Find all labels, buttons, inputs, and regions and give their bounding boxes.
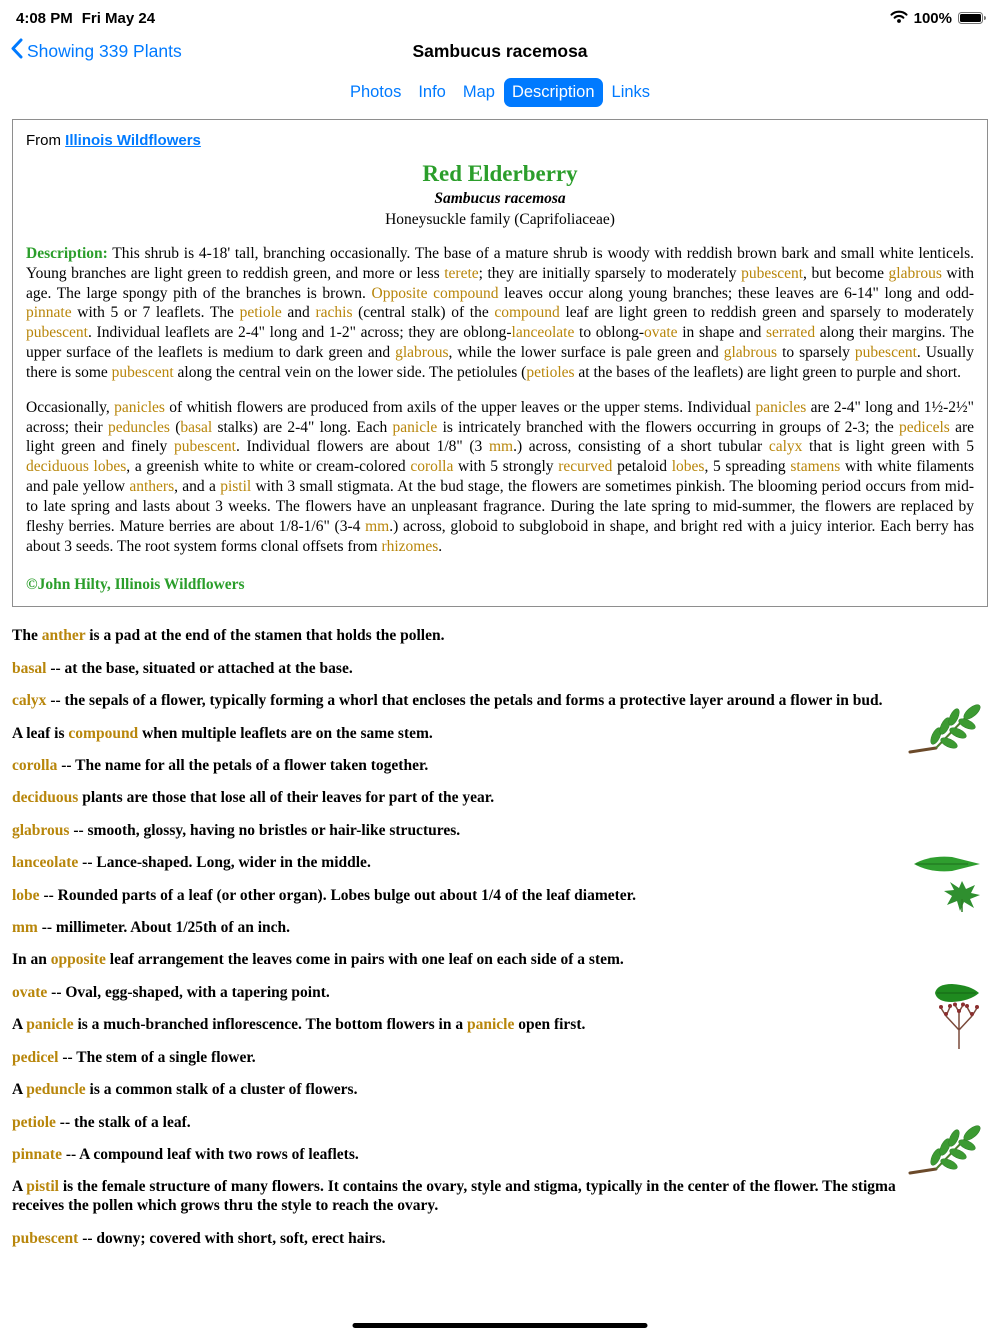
- text-run: when multiple leaflets are on the same stem.: [138, 724, 433, 742]
- text-run: In an: [12, 951, 51, 969]
- glossary-entry-text: [12, 789, 912, 808]
- glossary-term-link[interactable]: ovate: [12, 983, 48, 1001]
- glossary-entry: [12, 951, 988, 970]
- glossary-term-link[interactable]: pinnate: [12, 1145, 62, 1163]
- text-run: open first.: [514, 1016, 586, 1034]
- text-run: that is light green with 5: [802, 438, 974, 456]
- glossary-entry: [12, 1049, 988, 1068]
- text-run: is a much-branched inflorescence. The bottom flowers in a: [73, 1016, 467, 1034]
- back-label: Showing 339 Plants: [27, 40, 182, 61]
- description-label: Description:: [26, 245, 108, 262]
- glossary-entry-text: [12, 822, 912, 841]
- glossary-entry: [12, 1146, 988, 1165]
- glossary-term-link[interactable]: panicles: [755, 398, 807, 416]
- glossary-term-link[interactable]: mm: [365, 517, 390, 535]
- tab-photos[interactable]: Photos: [349, 83, 402, 101]
- text-run: -- smooth, glossy, having no bristles or hair-like structures.: [69, 821, 461, 839]
- text-run: along their margins. The upper surface of the leaflets is medium to dark green and: [26, 324, 974, 362]
- glossary-entry: [12, 660, 988, 679]
- glossary-term-link[interactable]: glabrous: [723, 344, 778, 362]
- plant-family: Honeysuckle family (Caprifoliaceae): [385, 211, 615, 228]
- glossary-term-link[interactable]: pedicels: [899, 418, 950, 436]
- source-link[interactable]: Illinois Wildflowers: [65, 132, 201, 149]
- glossary-entry: [12, 725, 988, 744]
- text-run: leaf arrangement the leaves come in pairs with one leaf on each side of a stem.: [105, 951, 624, 969]
- tab-map[interactable]: Map: [462, 83, 495, 101]
- status-time: 4:08 PM: [16, 9, 73, 27]
- text-run: A: [12, 1178, 27, 1196]
- glossary-entry: [12, 919, 988, 938]
- text-run: -- Oval, egg-shaped, with a tapering point.: [47, 983, 330, 1001]
- tab-info[interactable]: Info: [418, 83, 446, 101]
- glossary-entry: [12, 757, 988, 776]
- glossary-term-link[interactable]: pistil: [26, 1178, 59, 1196]
- plant-latin-name: Sambucus racemosa: [434, 190, 566, 207]
- text-run: is a pad at the end of the stamen that holds the pollen.: [85, 627, 445, 645]
- text-run: .: [438, 537, 443, 555]
- article-box: [12, 119, 988, 607]
- text-run: are 2-4" long and 1½-2½" across; their: [26, 398, 974, 436]
- glossary-entry: [12, 1081, 988, 1100]
- glossary-entry: [12, 1178, 988, 1216]
- glossary-term-link[interactable]: pubescent: [12, 1229, 79, 1247]
- page-title: Sambucus racemosa: [412, 41, 588, 61]
- glossary-term-link[interactable]: ovate: [643, 324, 678, 342]
- status-date: Fri May 24: [81, 9, 156, 27]
- text-run: at the bases of the leaflets) are light green to purple and short.: [574, 363, 962, 381]
- text-run: along the central vein on the lower side. The petiolules (: [173, 363, 527, 381]
- text-run: (: [169, 418, 181, 436]
- glossary-term-link[interactable]: Opposite compound: [371, 284, 499, 302]
- text-run: is a common stalk of a cluster of flowers.: [85, 1081, 358, 1099]
- status-bar: [0, 0, 1000, 28]
- text-run: -- downy; covered with short, soft, erect hairs.: [78, 1229, 386, 1247]
- glossary-entry-text: [12, 951, 912, 970]
- glossary-term-link[interactable]: peduncle: [26, 1081, 86, 1099]
- text-run: . Usually there is some: [26, 344, 974, 381]
- glossary-entry-text: [12, 725, 912, 744]
- text-run: are light green and finely: [26, 418, 975, 456]
- glossary-term-link[interactable]: panicle: [392, 418, 438, 436]
- text-run: is the female structure of many flowers. It contains the ovary, style and stigma, typically in the center of the flower. The stigma receives the pollen which grows thru the style to reach the ovary.: [12, 1178, 896, 1215]
- glossary-entry-text: [12, 1016, 912, 1035]
- glossary-term-link[interactable]: pedicel: [12, 1048, 59, 1066]
- glossary-term-link[interactable]: panicle: [26, 1016, 74, 1034]
- glossary-entry: [12, 1114, 988, 1133]
- glossary-term-link[interactable]: rhizomes: [381, 537, 439, 555]
- text-run: This shrub is 4-18' tall, branching occasionally. The base of a mature shrub is woody with reddish brown bark and small white lenticels. Young branches are light green to reddish green, and more or less: [26, 245, 974, 282]
- text-run: with 5 or 7 leaflets. The: [71, 304, 240, 322]
- glossary-term-link[interactable]: compound: [68, 724, 139, 742]
- text-run: with 3 small stigmata. At the bud stage, the flowers are sometimes pinkish. The blooming period occurs from mid- to late spring and lasts about 3 weeks. The flowers have an unpleasant fragrance. During the late spring to mid-summer, the flowers are replaced by fleshy berries. Mature berries are about 1/8-1/6" (3-4: [26, 478, 974, 535]
- text-run: to oblong-: [574, 324, 644, 342]
- nav-bar: [0, 34, 1000, 68]
- glossary-term-link[interactable]: opposite: [50, 951, 106, 969]
- glossary-entry-text: [12, 887, 912, 906]
- text-run: , and a: [174, 478, 221, 496]
- tab-bar: [0, 78, 1000, 107]
- glossary-term-link[interactable]: pinnate: [26, 304, 72, 322]
- text-run: , while the lower surface is pale green and: [448, 344, 724, 362]
- back-chevron-icon: [10, 38, 23, 64]
- text-run: -- at the base, situated or attached at the base.: [46, 659, 353, 677]
- source-line: [26, 132, 974, 149]
- glossary-term-link[interactable]: pistil: [220, 478, 252, 496]
- glossary-term-link[interactable]: petiole: [12, 1113, 56, 1131]
- glossary-entry-text: [12, 919, 912, 938]
- glossary-term-link[interactable]: lobe: [12, 886, 40, 904]
- glossary-term-link[interactable]: calyx: [12, 692, 47, 710]
- battery-percent: 100%: [913, 9, 952, 27]
- text-run: The: [12, 627, 42, 645]
- text-run: -- A compound leaf with two rows of leaflets.: [61, 1145, 359, 1163]
- text-run: -- Rounded parts of a leaf (or other organ). Lobes bulge out about 1/4 of the leaf diameter.: [39, 886, 637, 904]
- glossary-entry: [12, 854, 988, 873]
- text-run: , 5 spreading: [704, 458, 791, 476]
- lanceolate-leaf-image: [912, 855, 982, 873]
- glossary-term-link[interactable]: lobes: [671, 458, 705, 476]
- pinnate-leaf-image: [906, 1128, 982, 1182]
- glossary-term-link[interactable]: deciduous: [26, 458, 89, 476]
- glossary-term-link[interactable]: recurved: [558, 458, 613, 476]
- text-run: . Individual leaflets are 2-4" long and 1-2" across; they are oblong-: [87, 324, 512, 342]
- text-run: -- the stalk of a leaf.: [55, 1113, 191, 1131]
- compound-leaf-image: [906, 707, 982, 761]
- glossary-term-link[interactable]: glabrous: [12, 821, 70, 839]
- glossary-term-link[interactable]: corolla: [410, 458, 454, 476]
- glossary-entry: [12, 1230, 988, 1249]
- glossary-entry-text: [12, 854, 912, 873]
- glossary-term-link[interactable]: basal: [12, 659, 47, 677]
- glossary-entry-text: [12, 1178, 912, 1216]
- glossary-term-link[interactable]: serrated: [766, 324, 816, 342]
- home-indicator[interactable]: [353, 1323, 648, 1328]
- glossary-term-link[interactable]: petioles: [526, 363, 575, 381]
- glossary-term-link[interactable]: lobes: [93, 458, 127, 476]
- glossary-term-link[interactable]: corolla: [12, 757, 58, 775]
- text-run: A: [12, 1016, 27, 1034]
- glossary-term-link[interactable]: pubescent: [854, 344, 917, 362]
- glossary-entry: [12, 1016, 988, 1035]
- text-run: -- The stem of a single flower.: [58, 1048, 256, 1066]
- glossary-term-link[interactable]: lanceolate: [511, 324, 575, 342]
- glossary-term-link[interactable]: rachis: [315, 304, 353, 322]
- glossary-entry: [12, 984, 988, 1003]
- text-run: to sparsely: [777, 344, 855, 362]
- text-run: and: [281, 304, 316, 322]
- glossary-term-link[interactable]: basal: [180, 418, 213, 436]
- glossary-entry-text: [12, 1146, 912, 1165]
- text-run: A leaf is: [12, 724, 69, 742]
- text-run: A: [12, 1081, 27, 1099]
- text-run: in shape and: [677, 324, 767, 342]
- text-run: -- The name for all the petals of a flower taken together.: [57, 757, 429, 775]
- text-run: Occasionally,: [26, 398, 115, 416]
- glossary-term-link[interactable]: mm: [12, 919, 38, 937]
- text-run: with age. The large spongy pith of the branches is brown.: [26, 264, 974, 302]
- glossary-entry-text: [12, 1230, 912, 1249]
- glossary-term-link[interactable]: pubescent: [173, 438, 236, 456]
- glossary-term-link[interactable]: panicles: [114, 398, 165, 416]
- glossary-entry-text: [12, 1081, 912, 1100]
- glossary-entry-text: [12, 1049, 912, 1068]
- tab-links[interactable]: Links: [611, 83, 651, 101]
- text-run: is intricately branched with the flowers occurring in groups of 2-3; the: [437, 418, 900, 436]
- glossary-term-link[interactable]: peduncles: [107, 418, 170, 436]
- glossary-entry-text: [12, 627, 912, 646]
- text-run: .) across, consisting of a short tubular: [513, 438, 769, 456]
- glossary-term-link[interactable]: petiole: [239, 304, 282, 322]
- text-run: with 5 strongly: [453, 458, 559, 476]
- glossary-term-link[interactable]: glabrous: [395, 344, 449, 362]
- lobed-leaf-image: [942, 879, 982, 913]
- text-run: -- millimeter. About 1/25th of an inch.: [37, 919, 290, 937]
- text-run: , but become: [803, 264, 889, 282]
- glossary-term-link[interactable]: deciduous: [12, 789, 79, 807]
- glossary-entry: [12, 789, 988, 808]
- glossary-entry: [12, 887, 988, 906]
- from-label: From: [26, 132, 66, 149]
- description-paragraph-1: [26, 244, 974, 383]
- glossary-term-link[interactable]: panicle: [466, 1016, 515, 1034]
- plant-common-name: Red Elderberry: [422, 161, 578, 186]
- text-run: leaf are light green to reddish green and sparsely to moderately: [559, 304, 974, 322]
- text-run: petaloid: [612, 458, 672, 476]
- text-run: stalks) are 2-4" long. Each: [212, 418, 393, 436]
- text-run: leaves occur along young branches; these leaves are 6-14" long and odd-: [498, 284, 975, 302]
- glossary-entry-text: [12, 660, 912, 679]
- text-run: -- Lance-shaped. Long, wider in the middle.: [78, 854, 371, 872]
- glossary-entry: [12, 822, 988, 841]
- text-run: -- the sepals of a flower, typically forming a whorl that encloses the petals and forms a protective layer around a flower in bud.: [46, 692, 883, 710]
- description-paragraph-2: [26, 398, 974, 557]
- glossary-entry-text: [12, 692, 912, 711]
- glossary-term-link[interactable]: lanceolate: [12, 854, 79, 872]
- glossary-term-link[interactable]: terete: [444, 264, 479, 282]
- glossary-term-link[interactable]: anthers: [129, 478, 175, 496]
- text-run: .) across, globoid to subgloboid in shape, and bright red with a juicy interior. Each berry has about 3 seeds. The root system forms clonal offsets from: [26, 517, 974, 555]
- glossary-term-link[interactable]: stamens: [790, 458, 841, 476]
- text-run: with white filaments and pale yellow: [26, 458, 975, 496]
- glossary-entry-text: [12, 1114, 912, 1133]
- wifi-icon: [890, 10, 908, 27]
- glossary-term-link[interactable]: compound: [494, 304, 560, 322]
- status-left: [16, 10, 164, 27]
- tab-description[interactable]: Description: [504, 78, 603, 107]
- glossary-entry: [12, 692, 988, 711]
- glossary-entry-text: [12, 757, 912, 776]
- glossary-term-link[interactable]: anther: [41, 627, 86, 645]
- back-button[interactable]: [10, 38, 182, 64]
- text-run: plants are those that lose all of their leaves for part of the year.: [78, 789, 495, 807]
- glossary-entry-text: [12, 984, 912, 1003]
- glossary-term-link[interactable]: calyx: [768, 438, 803, 456]
- glossary-term-link[interactable]: pubescent: [111, 363, 174, 381]
- credit-line: ©John Hilty, Illinois Wildflowers: [26, 576, 245, 594]
- text-run: ; they are initially sparsely to moderately: [478, 264, 742, 282]
- text-run: . Individual flowers are about 1/8" (3: [235, 438, 489, 456]
- glossary-term-link[interactable]: glabrous: [888, 264, 942, 282]
- glossary-list: [12, 627, 988, 1248]
- glossary-term-link[interactable]: pubescent: [26, 324, 88, 342]
- glossary-term-link[interactable]: mm: [488, 438, 514, 456]
- text-run: (central stalk) of the: [352, 304, 495, 322]
- text-run: of whitish flowers are produced from axils of the upper leaves or the upper stems. Individual: [164, 398, 756, 416]
- glossary-term-link[interactable]: pubescent: [741, 264, 804, 282]
- status-right: [890, 10, 986, 27]
- battery-icon: [958, 12, 986, 24]
- text-run: , a greenish white to white or cream-colored: [126, 458, 411, 476]
- panicle-image: [936, 1002, 982, 1050]
- glossary-entry: [12, 627, 988, 646]
